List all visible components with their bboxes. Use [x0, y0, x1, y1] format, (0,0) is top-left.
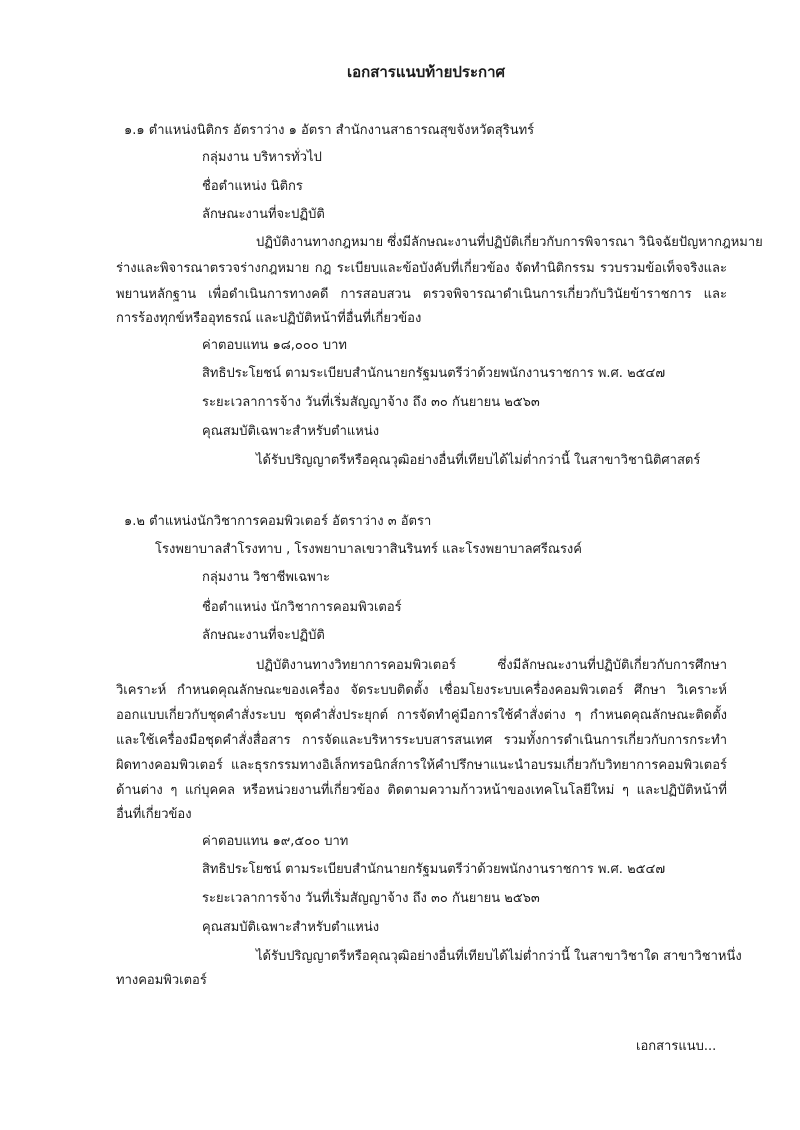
section2-duties-line: วิเคราะห์ กำหนดคุณลักษณะของเครื่อง จัดระบบติดตั้ง เชื่อมโยงระบบเครื่องคอมพิวเตอร์ ศึกษา วิเคราะห์: [116, 683, 727, 698]
section2-group: กลุ่มงาน วิชาชีพเฉพาะ: [202, 570, 331, 585]
section1-group: กลุ่มงาน บริหารทั่วไป: [202, 150, 322, 165]
section2-duties-line: ออกแบบเกี่ยวกับชุดคำสั่งระบบ ชุดคำสั่งประยุกต์ การจัดทำคู่มือการใช้คำสั่งต่าง ๆ กำหนดคุณลักษณะติดตั้ง: [116, 708, 727, 723]
section2-duties-line: อื่นที่เกี่ยวข้อง: [116, 807, 192, 822]
section1-duties-line: ปฏิบัติงานทางกฎหมาย ซึ่งมีลักษณะงานที่ปฏิบัติเกี่ยวกับการพิจารณา วินิจฉัยปัญหากฎหมาย: [256, 235, 763, 250]
section1-duties-label: ลักษณะงานที่จะปฏิบัติ: [202, 207, 325, 222]
section1-qual: ได้รับปริญญาตรีหรือคุณวุฒิอย่างอื่นที่เทียบได้ไม่ต่ำกว่านี้ ในสาขาวิชานิติศาสตร์: [256, 453, 701, 468]
section2-position: ชื่อตำแหน่ง นักวิชาการคอมพิวเตอร์: [202, 600, 402, 615]
page-title: เอกสารแนบท้ายประกาศ: [347, 63, 506, 81]
section2-heading: ๑.๒ ตำแหน่งนักวิชาการคอมพิวเตอร์ อัตราว่าง ๓ อัตรา: [124, 514, 432, 529]
section2-qual-label: คุณสมบัติเฉพาะสำหรับตำแหน่ง: [202, 920, 380, 935]
section2-salary: ค่าตอบแทน ๑๙,๕๐๐ บาท: [202, 834, 349, 849]
section1-salary: ค่าตอบแทน ๑๘,๐๐๐ บาท: [202, 338, 347, 353]
section2-duties-label: ลักษณะงานที่จะปฏิบัติ: [202, 628, 325, 643]
section1-heading: ๑.๑ ตำแหน่งนิติกร อัตราว่าง ๑ อัตรา สำนักงานสาธารณสุขจังหวัดสุรินทร์: [124, 123, 535, 138]
section2-qual-line: ได้รับปริญญาตรีหรือคุณวุฒิอย่างอื่นที่เทียบได้ไม่ต่ำกว่านี้ ในสาขาวิชาใด สาขาวิชาหนึ่ง: [256, 949, 742, 964]
section1-period: ระยะเวลาการจ้าง วันที่เริ่มสัญญาจ้าง ถึง ๓๐ กันยายน ๒๕๖๓: [202, 395, 540, 410]
section2-benefits: สิทธิประโยชน์ ตามระเบียบสำนักนายกรัฐมนตรีว่าด้วยพนักงานราชการ พ.ศ. ๒๕๔๗: [202, 862, 666, 877]
section1-duties-line: พยานหลักฐาน เพื่อดำเนินการทางคดี การสอบสวน ตรวจพิจารณาดำเนินการเกี่ยวกับวินัยข้าราชการ และ: [116, 287, 727, 302]
section2-duties-line: ด้านต่าง ๆ แก่บุคคล หรือหน่วยงานที่เกี่ยวข้อง ติดตามความก้าวหน้าของเทคโนโลยีใหม่ ๆ และปฏิบัติหน้าที่: [116, 783, 727, 798]
section2-period: ระยะเวลาการจ้าง วันที่เริ่มสัญญาจ้าง ถึง ๓๐ กันยายน ๒๕๖๓: [202, 891, 540, 906]
section2-qual-line: ทางคอมพิวเตอร์: [116, 973, 207, 988]
section2-duties-line: ผิดทางคอมพิวเตอร์ และธุรกรรมทางอิเล็กทรอนิกส์การให้คำปรึกษาแนะนำอบรมเกี่ยวกับวิทยาการคอมพิวเตอร์: [116, 758, 727, 773]
section1-duties-line: ร่างและพิจารณาตรวจร่างกฎหมาย กฎ ระเบียบและข้อบังคับที่เกี่ยวข้อง จัดทำนิติกรรม รวบรวมข้อเท็จจริงและ: [116, 261, 727, 276]
section1-qual-label: คุณสมบัติเฉพาะสำหรับตำแหน่ง: [202, 424, 380, 439]
section2-duties-line: ปฏิบัติงานทางวิทยาการคอมพิวเตอร์ ซึ่งมีลักษณะงานที่ปฏิบัติเกี่ยวกับการศึกษา: [256, 658, 727, 673]
section1-duties-line: การร้องทุกข์หรืออุทธรณ์ และปฏิบัติหน้าที่อื่นที่เกี่ยวข้อง: [116, 311, 422, 326]
footer-continuation: เอกสารแนบ...: [636, 1039, 717, 1054]
section2-location: โรงพยาบาลสำโรงทาบ , โรงพยาบาลเขวาสินรินทร์ และโรงพยาบาลศรีณรงค์: [155, 542, 582, 557]
section1-benefits: สิทธิประโยชน์ ตามระเบียบสำนักนายกรัฐมนตรีว่าด้วยพนักงานราชการ พ.ศ. ๒๕๔๗: [202, 366, 666, 381]
section1-position: ชื่อตำแหน่ง นิติกร: [202, 179, 303, 194]
section2-duties-line: และใช้เครื่องมือชุดคำสั่งสื่อสาร การจัดและบริหารระบบสารสนเทศ รวมทั้งการดำเนินการเกี่ยวกับการกระทำ: [116, 733, 727, 748]
